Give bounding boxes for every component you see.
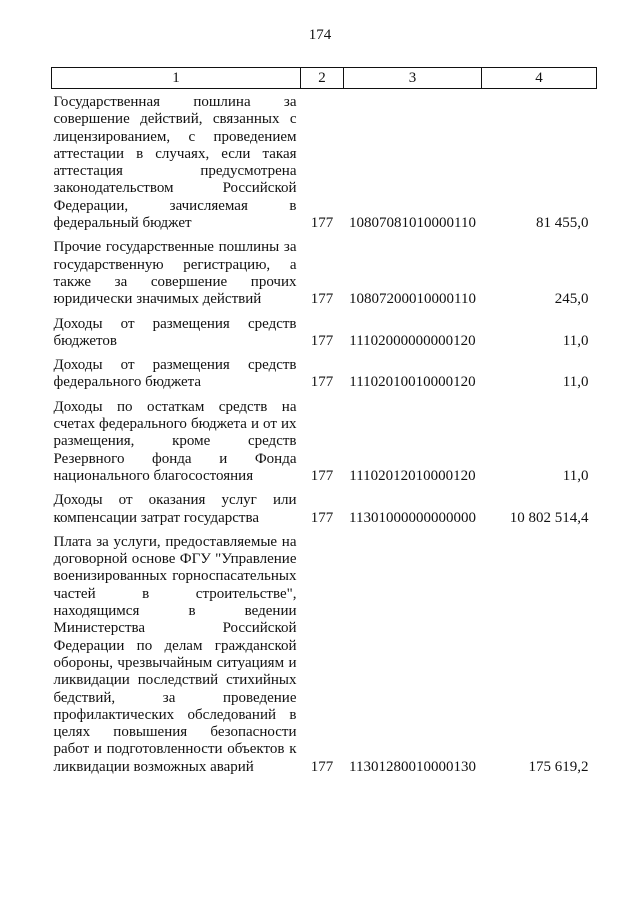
- row-revenue-code: 11301000000000000: [349, 509, 476, 526]
- row-description: Доходы по остаткам средств на счетах федерального бюджета и от их размещения, кроме средств Резервного фонда и Фонда национального благосостояния: [53, 398, 297, 484]
- row-amount: 11,0: [562, 467, 589, 484]
- budget-revenue-table: [51, 67, 597, 776]
- table-row: [52, 392, 597, 485]
- row-revenue-code: 11301280010000130: [349, 758, 476, 775]
- row-amount: 245,0: [554, 291, 589, 308]
- row-admin-code: 177: [310, 374, 334, 391]
- row-revenue-code: 11102012010000120: [349, 467, 476, 484]
- column-header-4: 4: [482, 68, 597, 89]
- row-description: Доходы от размещения средств бюджетов: [53, 315, 297, 349]
- row-admin-code: 177: [310, 509, 334, 526]
- row-amount: 11,0: [562, 374, 589, 391]
- row-revenue-code: 11102010010000120: [349, 374, 476, 391]
- row-amount: 175 619,2: [528, 758, 589, 775]
- table-row: [52, 232, 597, 308]
- row-description: Доходы от оказания услуг или компенсации затрат государства: [53, 492, 297, 526]
- column-header-2: 2: [301, 68, 344, 89]
- row-admin-code: 177: [310, 291, 334, 308]
- table-row: [52, 309, 597, 351]
- table-row: [52, 527, 597, 776]
- row-revenue-code: 10807081010000110: [349, 215, 476, 232]
- row-admin-code: 177: [310, 467, 334, 484]
- column-header-3: 3: [344, 68, 482, 89]
- row-admin-code: 177: [310, 215, 334, 232]
- row-revenue-code: 10807200010000110: [349, 291, 476, 308]
- row-description: Прочие государственные пошлины за государственную регистрацию, а также за совершение прочих юридически значимых действий: [53, 239, 297, 308]
- row-admin-code: 177: [310, 332, 334, 349]
- row-amount: 81 455,0: [536, 215, 589, 232]
- table-row: [52, 350, 597, 392]
- table-row: [52, 485, 597, 527]
- table-header-row: [52, 68, 597, 89]
- row-revenue-code: 11102000000000120: [349, 332, 476, 349]
- row-description: Доходы от размещения средств федерального бюджета: [53, 357, 297, 391]
- page-number: 174: [308, 27, 332, 43]
- row-description: Плата за услуги, предоставляемые на договорной основе ФГУ "Управление военизированных горноспасательных частей в строительстве", находящимся в ведении Министерства Российской Федерации по делам гражданской обороны, чрезвычайным ситуациям и ликвидации последствий стихийных бедствий, за проведение профилактических обследований в целях повышения безопасности работ и подготовленности объектов к ликвидации возможных аварий: [53, 533, 297, 775]
- row-amount: 11,0: [562, 332, 589, 349]
- row-admin-code: 177: [310, 758, 334, 775]
- column-header-1: 1: [52, 68, 301, 89]
- table-row: [52, 89, 597, 233]
- row-amount: 10 802 514,4: [509, 509, 589, 526]
- row-description: Государственная пошлина за совершение действий, связанных с лицензированием, с проведением аттестации в случаях, если такая аттестация предусмотрена законодательством Российской Федерации, зачисляемая в федеральный бюджет: [53, 94, 297, 232]
